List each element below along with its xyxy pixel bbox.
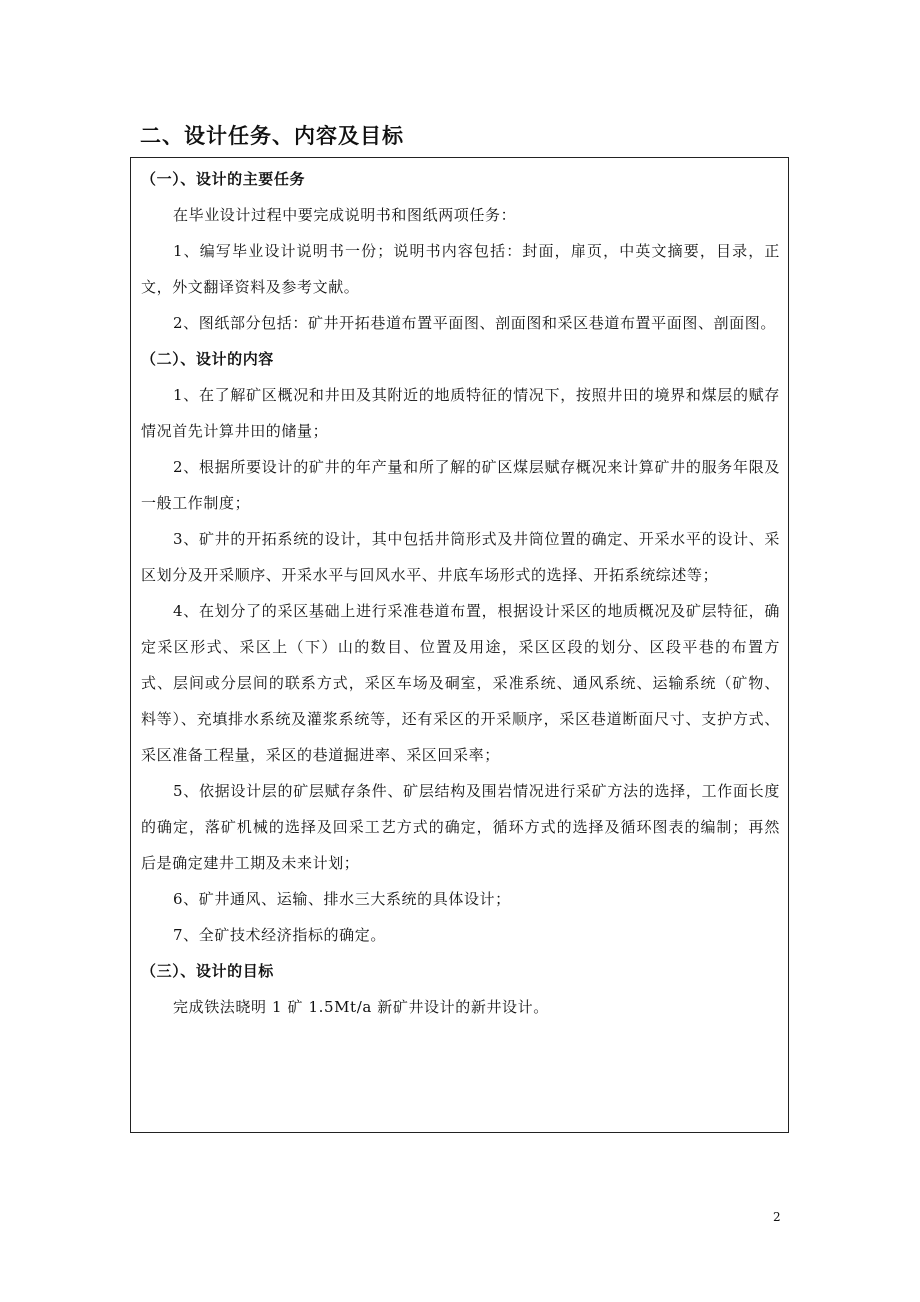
- paragraph-content-2: 2、根据所要设计的矿井的年产量和所了解的矿区煤层赋存概况来计算矿井的服务年限及一般工作制度；: [141, 458, 780, 512]
- page-number: 2: [773, 1210, 781, 1224]
- paragraph-content-6: 6、矿井通风、运输、排水三大系统的具体设计；: [173, 890, 511, 908]
- section-title: 二、设计任务、内容及目标: [140, 124, 404, 148]
- paragraph-task-1: 1、编写毕业设计说明书一份；说明书内容包括：封面，扉页，中英文摘要，目录，正文，外文翻译资料及参考文献。: [141, 242, 780, 296]
- paragraph-content-5: 5、依据设计层的矿层赋存条件、矿层结构及围岩情况进行采矿方法的选择，工作面长度的确定，落矿机械的选择及回采工艺方式的确定，循环方式的选择及循环图表的编制；再然后是确定建井工期及未来计划；: [141, 782, 780, 872]
- subheading-main-tasks: （一）、设计的主要任务: [141, 170, 306, 188]
- subheading-design-content: （二）、设计的内容: [141, 350, 274, 368]
- paragraph-tasks-intro: 在毕业设计过程中要完成说明书和图纸两项任务：: [173, 206, 517, 224]
- paragraph-goal: 完成铁法晓明 1 矿 1.5Mt/a 新矿井设计的新井设计。: [173, 998, 549, 1016]
- paragraph-content-3: 3、矿井的开拓系统的设计，其中包括井筒形式及井筒位置的确定、开采水平的设计、采区划分及开采顺序、开采水平与回风水平、井底车场形式的选择、开拓系统综述等；: [141, 530, 780, 584]
- paragraph-content-4: 4、在划分了的采区基础上进行采准巷道布置，根据设计采区的地质概况及矿层特征，确定采区形式、采区上（下）山的数目、位置及用途，采区区段的划分、区段平巷的布置方式、层间或分层间的联系方式，采区车场及硐室，采准系统、通风系统、运输系统（矿物、料等）、充填排水系统及灌浆系统等，还有采区的开采顺序，采区巷道断面尺寸、支护方式、采区准备工程量，采区的巷道掘进率、采区回采率；: [141, 602, 780, 764]
- paragraph-task-2: 2、图纸部分包括：矿井开拓巷道布置平面图、剖面图和采区巷道布置平面图、剖面图。: [173, 314, 776, 332]
- paragraph-content-7: 7、全矿技术经济指标的确定。: [173, 926, 386, 944]
- content-box: [130, 157, 789, 1133]
- paragraph-content-1: 1、在了解矿区概况和井田及其附近的地质特征的情况下，按照井田的境界和煤层的赋存情况首先计算井田的储量；: [141, 386, 780, 440]
- subheading-design-goal: （三）、设计的目标: [141, 962, 274, 980]
